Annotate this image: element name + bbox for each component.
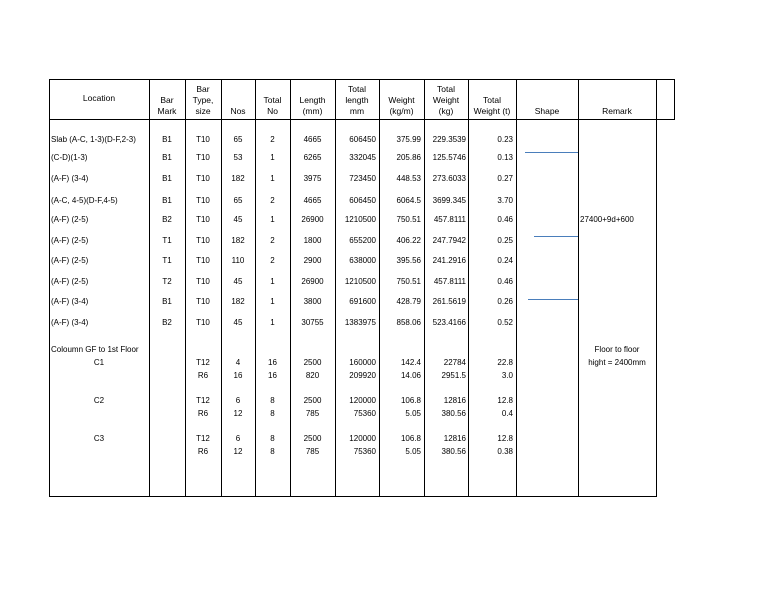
header-total-no: Total (263, 95, 282, 105)
cell-weight: 406.22 (396, 236, 421, 245)
header-total-length: mm (349, 106, 365, 116)
cell-total-weight-t: 12.8 (497, 396, 513, 405)
cell-length: 4665 (303, 135, 322, 144)
cell-total-no: 16 (268, 358, 277, 367)
cell-total-no: 2 (270, 236, 275, 245)
cell-total-weight-kg: 457.8111 (433, 215, 466, 224)
cell-total-weight-t: 0.27 (497, 174, 513, 183)
cell-nos: 6 (235, 396, 241, 405)
header-total-no: No (267, 106, 278, 116)
cell-total-length: 1383975 (344, 318, 376, 327)
cell-total-weight-t: 0.23 (497, 135, 513, 144)
cell-nos: 45 (233, 215, 243, 224)
cell-total-length: 1210500 (344, 215, 376, 224)
cell-nos: 45 (233, 277, 243, 286)
cell-bar-mark: B1 (162, 153, 172, 162)
cell-length: 3800 (303, 297, 322, 306)
header-bar-mark: Mark (157, 106, 177, 116)
cell-weight: 750.51 (396, 277, 421, 286)
cell-nos: 6 (235, 434, 241, 443)
cell-length: 785 (305, 409, 320, 418)
cell-weight: 142.4 (400, 358, 421, 367)
cell-total-length: 691600 (349, 297, 376, 306)
cell-bar-mark: B1 (162, 297, 172, 306)
cell-bar-type: T10 (196, 153, 210, 162)
cell-total-weight-kg: 3699.345 (432, 196, 466, 205)
cell-nos: 4 (235, 358, 241, 367)
cell-total-weight-kg: 523.4166 (432, 318, 466, 327)
cell-length: 4665 (303, 196, 322, 205)
cell-column-label: C1 (93, 358, 105, 367)
cell-total-no: 8 (270, 447, 275, 456)
header-total-weight-kg: (kg) (438, 106, 454, 116)
header-total-weight-kg: Total (437, 84, 455, 94)
cell-total-weight-t: 0.26 (497, 297, 513, 306)
cell-total-weight-t: 0.4 (501, 409, 513, 418)
header-nos: Nos (230, 106, 246, 116)
cell-nos: 182 (231, 174, 245, 183)
cell-total-length: 723450 (349, 174, 376, 183)
cell-bar-type: T12 (196, 434, 210, 443)
cell-length: 26900 (301, 215, 324, 224)
cell-total-length: 75360 (353, 409, 376, 418)
table-bottom-border (49, 496, 657, 497)
bar-shape-sketch (528, 299, 578, 300)
cell-nos: 110 (231, 256, 245, 265)
cell-length: 2900 (303, 256, 322, 265)
header-weight: (kg/m) (389, 106, 414, 116)
cell-total-no: 1 (270, 277, 275, 286)
cell-nos: 182 (231, 297, 245, 306)
cell-bar-type: R6 (197, 371, 209, 380)
cell-total-weight-t: 0.24 (497, 256, 513, 265)
table-top-border (49, 79, 675, 80)
cell-bar-mark: T2 (162, 277, 172, 286)
cell-total-no: 1 (270, 174, 275, 183)
cell-column-label: C3 (93, 434, 105, 443)
cell-bar-mark: B2 (162, 318, 172, 327)
cell-nos: 16 (233, 371, 243, 380)
cell-bar-type: T10 (196, 318, 210, 327)
header-length: Length (299, 95, 326, 105)
cell-location: (A-F) (2-5) (51, 256, 89, 265)
cell-bar-type: T12 (196, 396, 210, 405)
cell-total-weight-kg: 380.56 (441, 447, 466, 456)
column-remark-line1: Floor to floor (594, 345, 640, 354)
column-divider (656, 79, 657, 497)
cell-total-weight-t: 3.70 (497, 196, 513, 205)
cell-total-weight-kg: 457.8111 (433, 277, 466, 286)
cell-bar-mark: B2 (162, 215, 172, 224)
cell-total-weight-t: 12.8 (497, 434, 513, 443)
cell-total-length: 209920 (349, 371, 376, 380)
cell-remark: 27400+9d+600 (580, 215, 634, 224)
cell-length: 785 (305, 447, 320, 456)
cell-length: 26900 (301, 277, 324, 286)
cell-total-weight-kg: 229.3539 (432, 135, 466, 144)
header-bar-type: Type, (192, 95, 214, 105)
header-bottom-border (49, 119, 675, 120)
cell-weight: 428.79 (396, 297, 421, 306)
cell-nos: 65 (233, 135, 243, 144)
cell-total-weight-t: 0.25 (497, 236, 513, 245)
column-section-title: Coloumn GF to 1st Floor (51, 345, 139, 354)
cell-location: (A-C, 4-5)(D-F,4-5) (51, 196, 118, 205)
cell-total-length: 332045 (349, 153, 376, 162)
cell-bar-type: T10 (196, 196, 210, 205)
cell-nos: 45 (233, 318, 243, 327)
cell-length: 2500 (303, 396, 322, 405)
header-total-weight-kg: Weight (432, 95, 460, 105)
cell-total-length: 160000 (349, 358, 376, 367)
cell-total-no: 8 (270, 434, 275, 443)
header-shape: Shape (534, 106, 560, 116)
cell-location: (A-F) (2-5) (51, 277, 89, 286)
cell-length: 6265 (303, 153, 322, 162)
header-weight: Weight (388, 95, 415, 105)
cell-total-weight-kg: 2951.5 (441, 371, 466, 380)
cell-bar-type: T10 (196, 297, 210, 306)
cell-total-weight-t: 0.46 (497, 277, 513, 286)
cell-total-weight-t: 3.0 (501, 371, 513, 380)
header-total-length: Total (348, 84, 366, 94)
cell-location: Slab (A-C, 1-3)(D-F,2-3) (51, 135, 136, 144)
cell-weight: 750.51 (396, 215, 421, 224)
cell-bar-type: T10 (196, 174, 210, 183)
cell-total-length: 638000 (349, 256, 376, 265)
cell-weight: 858.06 (396, 318, 421, 327)
header-bar-type: size (195, 106, 211, 116)
cell-weight: 6064.5 (396, 196, 421, 205)
cell-weight: 395.56 (396, 256, 421, 265)
cell-bar-type: T10 (196, 277, 210, 286)
cell-total-weight-t: 0.13 (497, 153, 513, 162)
cell-bar-type: T10 (196, 135, 210, 144)
cell-total-no: 8 (270, 409, 275, 418)
cell-bar-type: T10 (196, 256, 210, 265)
cell-bar-type: R6 (197, 447, 209, 456)
cell-total-weight-kg: 125.5746 (432, 153, 466, 162)
header-location: Location (82, 93, 116, 103)
cell-weight: 375.99 (396, 135, 421, 144)
cell-weight: 14.06 (400, 371, 421, 380)
cell-nos: 182 (231, 236, 245, 245)
cell-total-no: 1 (270, 318, 275, 327)
header-remark: Remark (602, 106, 632, 116)
cell-weight: 5.05 (405, 447, 421, 456)
cell-total-no: 8 (270, 396, 275, 405)
cell-total-weight-kg: 261.5619 (432, 297, 466, 306)
cell-total-no: 2 (270, 135, 275, 144)
column-remark-line2: hight = 2400mm (588, 358, 646, 367)
cell-total-no: 1 (270, 297, 275, 306)
cell-location: (A-F) (3-4) (51, 318, 89, 327)
cell-length: 820 (305, 371, 320, 380)
cell-column-label: C2 (93, 396, 105, 405)
cell-total-weight-kg: 241.2916 (432, 256, 466, 265)
cell-length: 2500 (303, 434, 322, 443)
column-divider (674, 79, 675, 120)
cell-total-length: 120000 (349, 434, 376, 443)
cell-bar-mark: B1 (162, 196, 172, 205)
cell-bar-type: T12 (196, 358, 210, 367)
cell-bar-mark: B1 (162, 174, 172, 183)
cell-total-length: 606450 (349, 196, 376, 205)
column-divider (578, 79, 579, 497)
header-length: (mm) (302, 106, 323, 116)
cell-total-weight-t: 0.52 (497, 318, 513, 327)
cell-nos: 65 (233, 196, 243, 205)
cell-total-no: 1 (270, 153, 275, 162)
header-total-weight-t: Weight (t) (473, 106, 511, 116)
cell-weight: 205.86 (396, 153, 421, 162)
cell-location: (A-F) (3-4) (51, 174, 89, 183)
cell-total-weight-t: 0.46 (497, 215, 513, 224)
cell-total-no: 2 (270, 256, 275, 265)
cell-total-length: 1210500 (344, 277, 376, 286)
cell-weight: 106.8 (400, 396, 421, 405)
header-total-weight-t: Total (483, 95, 501, 105)
cell-total-weight-t: 22.8 (497, 358, 513, 367)
cell-bar-type: R6 (197, 409, 209, 418)
cell-weight: 5.05 (405, 409, 421, 418)
cell-total-length: 655200 (349, 236, 376, 245)
cell-length: 2500 (303, 358, 322, 367)
cell-nos: 12 (233, 409, 243, 418)
cell-bar-mark: T1 (162, 236, 172, 245)
cell-bar-mark: B1 (162, 135, 172, 144)
cell-location: (A-F) (2-5) (51, 236, 89, 245)
cell-nos: 53 (233, 153, 243, 162)
cell-total-weight-kg: 247.7942 (432, 236, 466, 245)
cell-weight: 448.53 (396, 174, 421, 183)
cell-total-weight-kg: 380.56 (441, 409, 466, 418)
cell-total-length: 606450 (349, 135, 376, 144)
cell-total-length: 75360 (353, 447, 376, 456)
cell-total-weight-kg: 273.6033 (432, 174, 466, 183)
cell-length: 30755 (301, 318, 324, 327)
cell-location: (C-D)(1-3) (51, 153, 88, 162)
cell-total-no: 16 (268, 371, 277, 380)
cell-total-length: 120000 (349, 396, 376, 405)
header-total-length: length (345, 95, 369, 105)
cell-total-weight-t: 0.38 (497, 447, 513, 456)
cell-length: 3975 (303, 174, 322, 183)
bar-shape-sketch (534, 236, 578, 237)
cell-total-weight-kg: 12816 (443, 434, 466, 443)
column-divider (516, 79, 517, 497)
cell-total-weight-kg: 12816 (443, 396, 466, 405)
cell-length: 1800 (303, 236, 322, 245)
header-bar-type: Bar (196, 84, 210, 94)
cell-total-no: 2 (270, 196, 275, 205)
cell-total-weight-kg: 22784 (443, 358, 466, 367)
cell-location: (A-F) (3-4) (51, 297, 89, 306)
cell-bar-mark: T1 (162, 256, 172, 265)
cell-nos: 12 (233, 447, 243, 456)
header-bar-mark: Bar (160, 95, 174, 105)
cell-weight: 106.8 (400, 434, 421, 443)
cell-bar-type: T10 (196, 236, 210, 245)
cell-total-no: 1 (270, 215, 275, 224)
cell-bar-type: T10 (196, 215, 210, 224)
bar-shape-sketch (525, 152, 578, 153)
cell-location: (A-F) (2-5) (51, 215, 89, 224)
